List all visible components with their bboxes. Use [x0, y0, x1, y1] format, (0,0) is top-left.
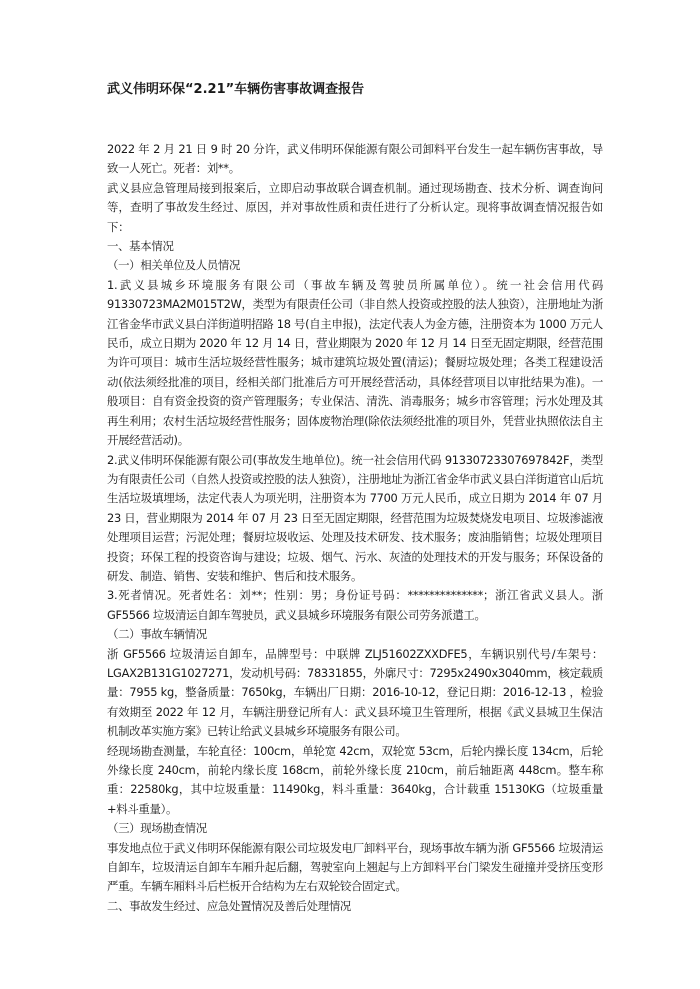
paragraph-investigation-intro: 武义县应急管理局接到报案后，立即启动事故联合调查机制。通过现场勘查、技术分析、调查询问等，查明了事故发生经过、原因，并对事故性质和责任进行了分析认定。现将事故调查情况报告如下：: [107, 180, 603, 234]
subsection-heading-site-survey: （三）现场勘查情况: [107, 821, 207, 836]
paragraph-vehicle-measurements: 经现场勘查测量，车轮直径：100cm，单轮宽 42cm，双轮宽 53cm，后轮内操长度 134cm，后轮外缘长度 240cm，前轮内缘长度 168cm，前轮外缘长度 210cm，前后轴距离 448cm。整车称重：22580kg，其中垃圾重量：11490kg，料斗重量：3640kg，合计载重 15130KG（垃圾重量+料斗重量）。: [107, 743, 603, 816]
paragraph-site-survey: 事发地点位于武义伟明环保能源有限公司垃圾发电厂卸料平台，现场事故车辆为浙 GF5566 垃圾清运自卸车，垃圾清运自卸车车厢升起后翻，驾驶室向上翘起与上方卸料平台门梁发生碰撞并受挤压变形严重。车辆车厢料斗后栏板开合结构为左右双轮铰合固定式。: [107, 840, 603, 894]
paragraph-incident-summary: 2022 年 2 月 21 日 9 时 20 分许，武义伟明环保能源有限公司卸料平台发生一起车辆伤害事故，导致一人死亡。死者：刘**。: [107, 142, 603, 176]
paragraph-company-2: 2.武义伟明环保能源有限公司(事故发生地单位)。统一社会信用代码 91330723307697842F，类型为有限责任公司（自然人投资或控股的法人独资），注册地址为浙江省金华市武义县白洋街道官山后坑生活垃圾填埋场，法定代表人为项光明，注册资本为 7700 万元人民币，成立日期为 2014 年 07 月 23 日，营业期限为 2014 年 07 月 23 日至无固定期限，经营范围为垃圾焚烧发电项目、垃圾渗滤液处理项目运营；污泥处理；餐厨垃圾收运、处理及技术研发、技术服务；废油脂销售；垃圾处理项目投资；环保工程的投资咨询与建设；垃圾、烟气、污水、灰渣的处理技术的开发与服务；环保设备的研发、制造、销售、安装和维护、售后和技术服务。: [107, 452, 603, 583]
paragraph-company-1: 1.武义县城乡环境服务有限公司（事故车辆及驾驶员所属单位）。统一社会信用代码91330723MA2M015T2W，类型为有限责任公司（非自然人投资或控股的法人独资），注册地址为浙江省金华市武义县白洋街道明招路 18 号(自主申报)，法定代表人为金方德，注册资本为 1000 万元人民币，成立日期为 2020 年 12 月 14 日，营业期限为 2020 年 12 月 14 日至无固定期限，经营范围为许可项目：城市生活垃圾经营性服务；城市建筑垃圾处置(清运)；餐厨垃圾处理；各类工程建设活动(依法须经批准的项目，经相关部门批准后方可开展经营活动，具体经营项目以审批结果为准)。一般项目：自有资金投资的资产管理服务；专业保洁、清洗、消毒服务；城乡市容管理；污水处理及其再生利用；农村生活垃圾经营性服务；固体废物治理(除依法须经批准的项目外，凭营业执照依法自主开展经营活动)。: [107, 277, 603, 448]
report-body: [107, 140, 603, 916]
paragraph-deceased: 3.死者情况。死者姓名：刘**；性别：男；身份证号码：**************；浙江省武义县人。浙GF5566 垃圾清运自卸车驾驶员，武义县城乡环境服务有限公司劳务派遣工。: [107, 588, 603, 622]
subsection-heading-vehicle: （二）事故车辆情况: [107, 627, 207, 642]
report-title: 武义伟明环保“2.21”车辆伤害事故调查报告: [107, 82, 365, 97]
section-heading-incident-process: 二、事故发生经过、应急处置情况及善后处理情况: [107, 898, 351, 913]
paragraph-vehicle-info: 浙 GF5566 垃圾清运自卸车，品牌型号：中联牌 ZLJ51602ZXXDFE5，车辆识别代号/车架号：LGAX2B131G1027271，发动机号码：78331855，外廓尺寸：7295x2490x3040mm，核定载质量：7955 kg，整备质量：7650kg，车辆出厂日期：2016-10-12，登记日期：2016-12-13 ，检验有效期至 2022 年 12 月，车辆注册登记所有人：武义县环境卫生管理所，根据《武义县城卫生保洁机制改革实施方案》已转让给武义县城乡环境服务有限公司。: [107, 646, 603, 739]
subsection-heading-units-persons: （一）相关单位及人员情况: [107, 258, 241, 273]
section-heading-basic-info: 一、基本情况: [107, 239, 174, 254]
